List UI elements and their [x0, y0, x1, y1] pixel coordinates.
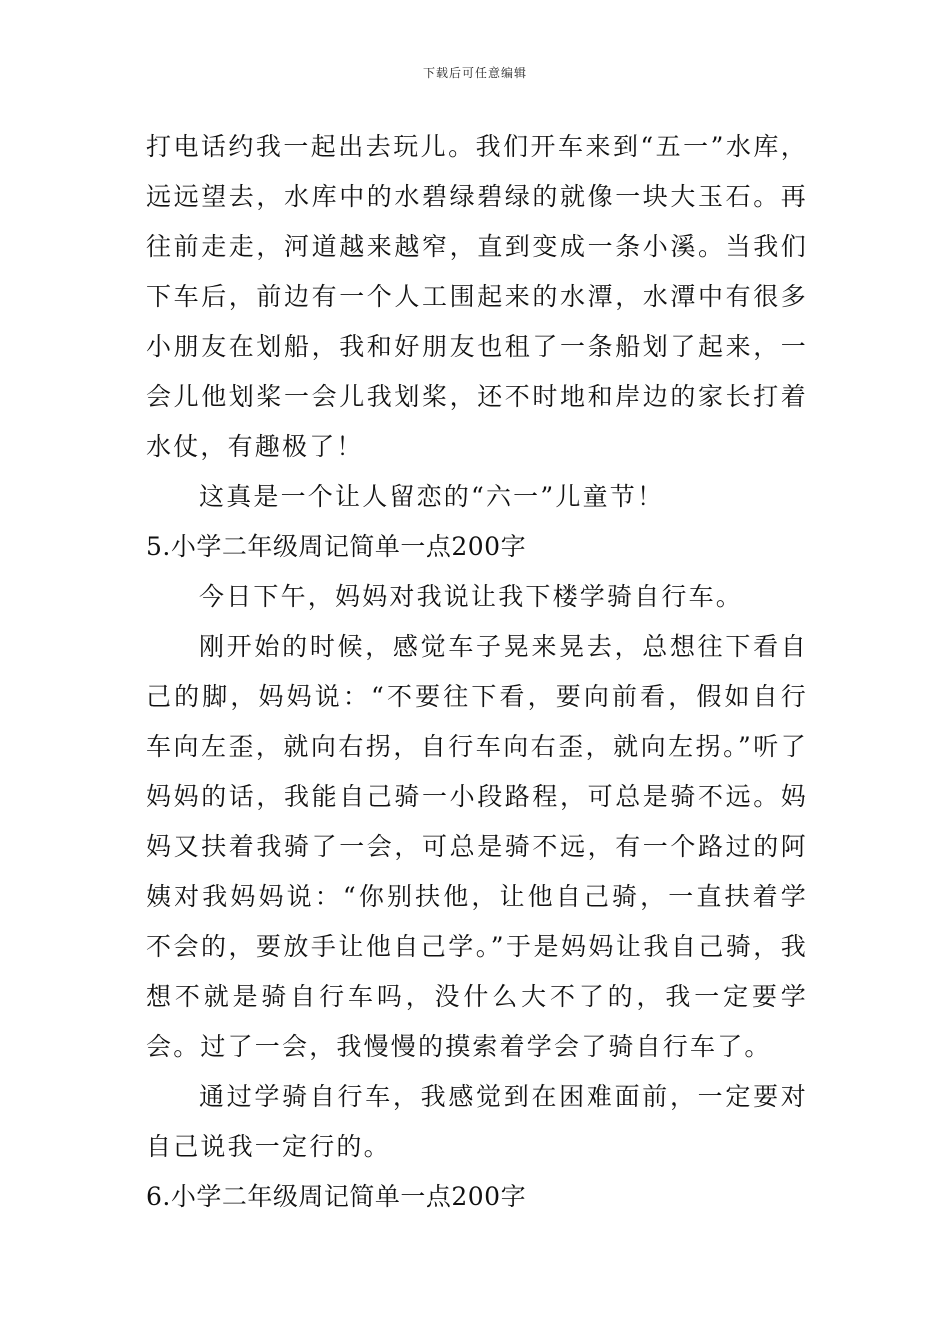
section-heading-6: 6.小学二年级周记简单一点200字 — [146, 1182, 527, 1211]
page-header: 下载后可任意编辑 — [422, 66, 527, 80]
document-body — [146, 122, 808, 1222]
paragraph-outing: 打电话约我一起出去玩儿。我们开车来到“五一”水库，远远望去，水库中的水碧绿碧绿的就像一块大玉石。再往前走走，河道越来越窄，直到变成一条小溪。当我们下车后，前边有一个人工围起来的水潭，水潭中有很多小朋友在划船，我和好朋友也租了一条船划了起来，一会儿他划桨一会儿我划桨，还不时地和岸边的家长打着水仗，有趣极了！ — [146, 132, 808, 461]
paragraph-childrens-day: 这真是一个让人留恋的“六一”儿童节！ — [199, 482, 665, 511]
paragraph-intro-bike: 今日下午，妈妈对我说让我下楼学骑自行车。 — [199, 582, 744, 611]
section-heading-5: 5.小学二年级周记简单一点200字 — [146, 532, 527, 561]
paragraph-learning-bike: 刚开始的时候，感觉车子晃来晃去，总想往下看自己的脚，妈妈说：“不要往下看，要向前看，假如自行车向左歪，就向右拐，自行车向右歪，就向左拐。”听了妈妈的话，我能自己骑一小段路程，可总是骑不远。妈妈又扶着我骑了一会，可总是骑不远，有一个路过的阿姨对我妈妈说：“你别扶他，让他自己骑，一直扶着学不会的，要放手让他自己学。”于是妈妈让我自己骑，我想不就是骑自行车吗，没什么大不了的，我一定要学会。过了一会，我慢慢的摸索着学会了骑自行车了。 — [146, 632, 808, 1061]
paragraph-conclusion: 通过学骑自行车，我感觉到在困难面前，一定要对自己说我一定行的。 — [146, 1082, 808, 1161]
